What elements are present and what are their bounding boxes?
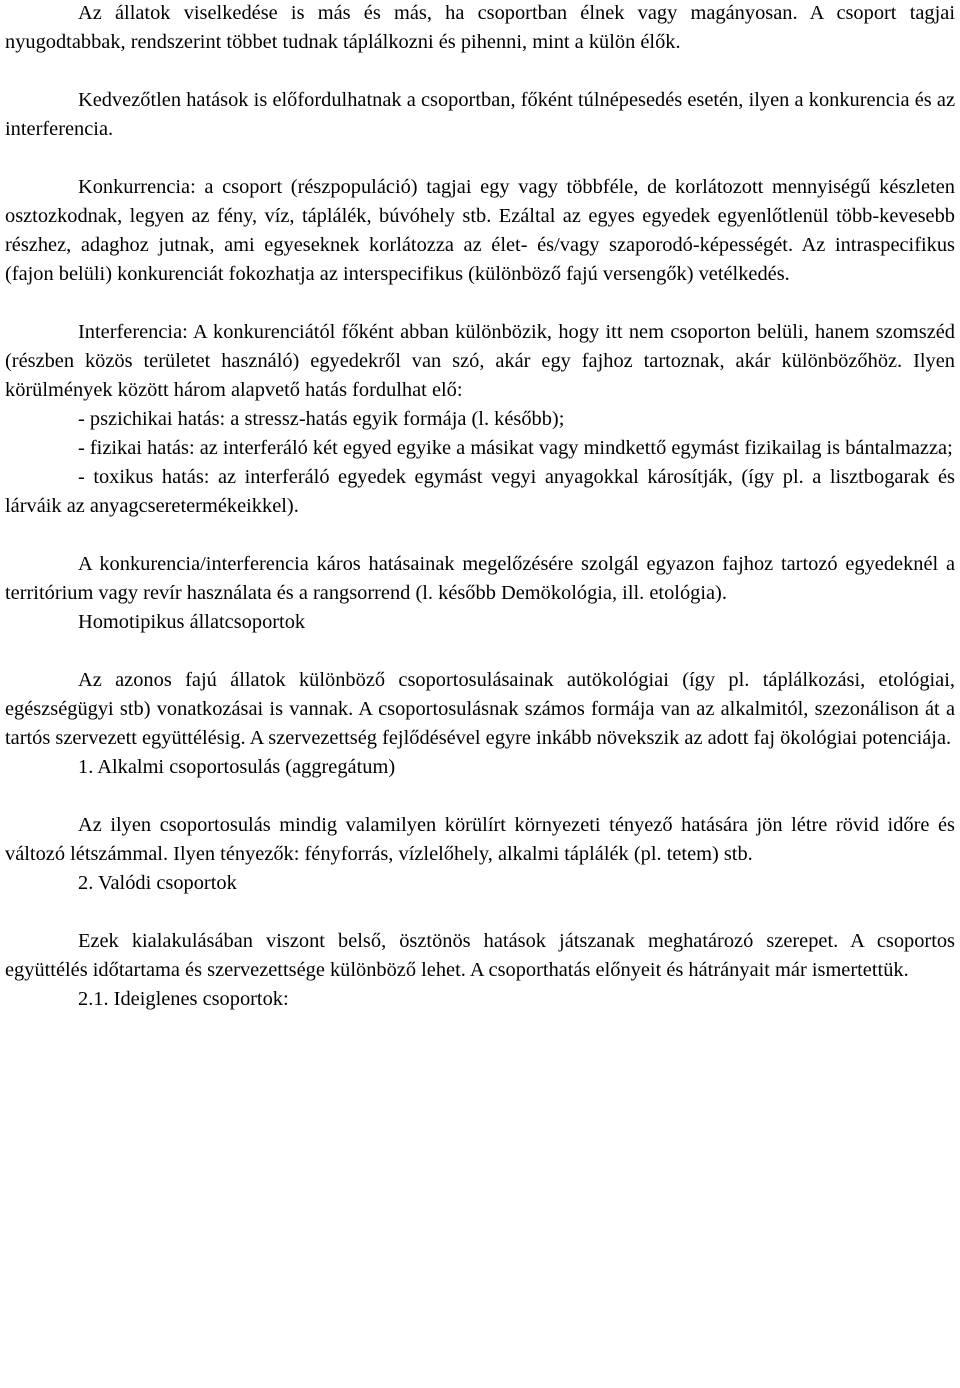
list-item-toxic-effect: - toxikus hatás: az interferáló egyedek egymást vegyi anyagokkal károsítják, (így pl. a lisztbogarak és lárváik az anyagcseretermékeikkel). [5,466,955,517]
section-heading-real-groups: 2. Valódi csoportok [78,872,237,894]
paragraph-real-groups: Ezek kialakulásában viszont belső, ösztönös hatások játszanak meghatározó szerepet. A csoportos együttélés időtartama és szervezettsége különböző lehet. A csoporthatás előnyeit és hátrányait már ismertettük. [5,930,955,981]
document-page [5,0,955,1014]
paragraph-unfavorable-effects: Kedvezőtlen hatások is előfordulhatnak a csoportban, főként túlnépesedés esetén, ilyen a konkurencia és az interferencia. [5,89,955,140]
paragraph-occasional-grouping: Az ilyen csoportosulás mindig valamilyen körülírt környezeti tényező hatására jön létre rövid időre és változó létszámmal. Ilyen tényezők: fényforrás, vízlelőhely, alkalmi táplálék (pl. tetem) stb. [5,814,955,865]
paragraph-group-behavior: Az állatok viselkedése is más és más, ha csoportban élnek vagy magányosan. A csoport tagjai nyugodtabbak, rendszerint többet tudnak táplálkozni és pihenni, mint a külön élők. [5,2,955,53]
list-item-physical-effect: - fizikai hatás: az interferáló két egyed egyike a másikat vagy mindkettő egymást fizikailag is bántalmazza; [78,437,953,459]
section-heading-occasional: 1. Alkalmi csoportosulás (aggregátum) [78,756,396,778]
paragraph-prevention: A konkurencia/interferencia káros hatásainak megelőzésére szolgál egyazon fajhoz tartozó egyedeknél a territórium vagy revír használata és a rangsorrend (l. később Demökológia, ill. etológia). [5,553,955,604]
section-heading-homotypic: Homotipikus állatcsoportok [78,611,306,633]
paragraph-same-species: Az azonos fajú állatok különböző csoportosulásainak autökológiai (így pl. táplálkozási, etológiai, egészségügyi stb) vonatkozásai is vannak. A csoportosulásnak számos formája van az alkalmitól, szezonálison át a tartós szervezett együttélésig. A szervezettség fejlődésével egyre inkább növekszik az adott faj ökológiai potenciája. [5,669,955,749]
paragraph-interference: Interferencia: A konkurenciától főként abban különbözik, hogy itt nem csoporton belüli, hanem szomszéd (részben közös területet használó) egyedekről van szó, akár egy fajhoz tartoznak, akár különbözőhöz. Ilyen körülmények között három alapvető hatás fordulhat elő: [5,321,955,401]
paragraph-competition: Konkurrencia: a csoport (részpopuláció) tagjai egy vagy többféle, de korlátozott mennyiségű készleten osztozkodnak, legyen az fény, víz, táplálék, búvóhely stb. Ezáltal az egyes egyedek egyenlőtlenül több-kevesebb részhez, adaghoz jutnak, ami egyeseknek korlátozza az élet- és/vagy szaporodó-képességét. Az intraspecifikus (fajon belüli) konkurenciát fokozhatja az interspecifikus (különböző fajú versengők) vetélkedés. [5,176,955,285]
section-heading-temporary: 2.1. Ideiglenes csoportok: [78,988,289,1010]
list-item-psychic-effect: - pszichikai hatás: a stressz-hatás egyik formája (l. később); [78,408,565,430]
